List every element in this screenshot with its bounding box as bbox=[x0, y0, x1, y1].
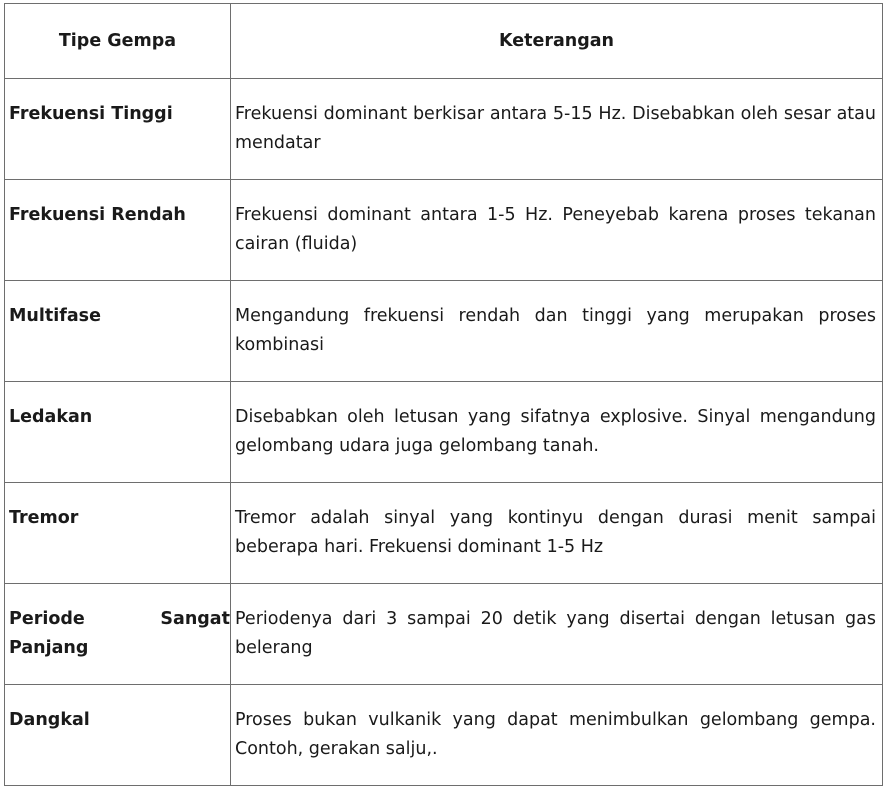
table-row bbox=[5, 79, 883, 180]
table-row bbox=[5, 584, 883, 685]
description-cell: Proses bukan vulkanik yang dapat menimbulkan gelombang gempa. Contoh, gerakan salju,. bbox=[231, 685, 883, 786]
table-row bbox=[5, 382, 883, 483]
column-header-description: Keterangan bbox=[231, 4, 883, 79]
description-cell: Mengandung frekuensi rendah dan tinggi yang merupakan proses kombinasi bbox=[231, 281, 883, 382]
earthquake-type-table bbox=[4, 3, 883, 786]
type-cell: Tremor bbox=[5, 483, 231, 584]
table-header-row bbox=[5, 4, 883, 79]
description-cell: Frekuensi dominant antara 1-5 Hz. Peneyebab karena proses tekanan cairan (fluida) bbox=[231, 180, 883, 281]
table-row bbox=[5, 685, 883, 786]
type-cell: Frekuensi Tinggi bbox=[5, 79, 231, 180]
table-row bbox=[5, 281, 883, 382]
table-row bbox=[5, 483, 883, 584]
description-cell: Tremor adalah sinyal yang kontinyu dengan durasi menit sampai beberapa hari. Frekuensi dominant 1-5 Hz bbox=[231, 483, 883, 584]
type-cell: Periode Sangat Panjang bbox=[5, 584, 231, 685]
description-cell: Frekuensi dominant berkisar antara 5-15 Hz. Disebabkan oleh sesar atau mendatar bbox=[231, 79, 883, 180]
description-cell: Periodenya dari 3 sampai 20 detik yang disertai dengan letusan gas belerang bbox=[231, 584, 883, 685]
type-cell: Dangkal bbox=[5, 685, 231, 786]
table-row bbox=[5, 180, 883, 281]
description-cell: Disebabkan oleh letusan yang sifatnya explosive. Sinyal mengandung gelombang udara juga gelombang tanah. bbox=[231, 382, 883, 483]
column-header-type: Tipe Gempa bbox=[5, 4, 231, 79]
type-cell: Frekuensi Rendah bbox=[5, 180, 231, 281]
type-cell: Multifase bbox=[5, 281, 231, 382]
type-cell: Ledakan bbox=[5, 382, 231, 483]
